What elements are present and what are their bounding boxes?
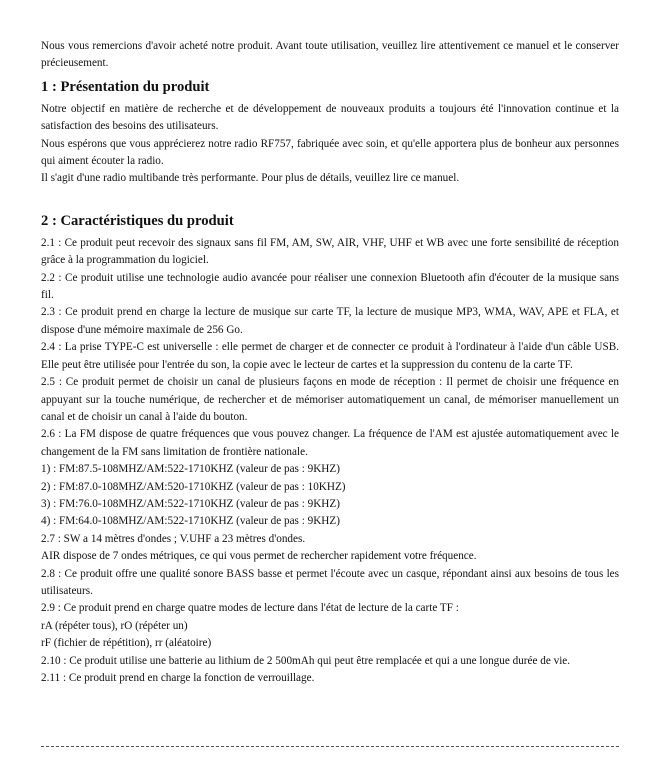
feature-paragraph: 2.2 : Ce produit utilise une technologie audio avancée pour réaliser une connexion Bluetooth afin d'écouter de la musique sans fil. [41, 271, 619, 302]
frequency-band-item: 2) : FM:87.0-108MHZ/AM:520-1710KHZ (valeur de pas : 10KHZ) [41, 480, 346, 493]
section-1-paragraph: Notre objectif en matière de recherche et de développement de nouveaux produits a toujours été l'innovation continue et la satisfaction des besoins des utilisateurs. [41, 102, 619, 133]
page-bottom-rule [41, 746, 619, 747]
feature-paragraph: 2.6 : La FM dispose de quatre fréquences que vous pouvez changer. La fréquence de l'AM est ajustée automatiquement avec le changement de la FM sans limitation de frontière nationale. [41, 428, 619, 458]
section-spacer [41, 188, 619, 202]
feature-paragraph: 2.5 : Ce produit permet de choisir un canal de plusieurs façons en mode de réception : Il permet de choisir une fréquence en appuyant sur la touche numérique, de rechercher et de mémoriser automatiquement un canal, de mémoriser manuellement un canal et de choisir un canal à l'aide du bouton. [41, 376, 619, 423]
section-2-heading: 2 : Caractéristiques du produit [41, 212, 234, 229]
feature-paragraph: 2.9 : Ce produit prend en charge quatre modes de lecture dans l'état de lecture de la carte TF : [41, 602, 459, 615]
manual-page [41, 38, 619, 687]
frequency-band-item: 1) : FM:87.5-108MHZ/AM:522-1710KHZ (valeur de pas : 9KHZ) [41, 463, 340, 476]
playback-mode-item: rF (fichier de répétition), rr (aléatoire) [41, 637, 212, 650]
feature-paragraph: 2.10 : Ce produit utilise une batterie au lithium de 2 500mAh qui peut être remplacée et qui a une longue durée de vie. [41, 654, 571, 667]
playback-mode-item: rA (répéter tous), rO (répéter un) [41, 619, 188, 632]
section-1-heading: 1 : Présentation du produit [41, 78, 210, 95]
feature-paragraph: 2.1 : Ce produit peut recevoir des signaux sans fil FM, AM, SW, AIR, VHF, UHF et WB avec une forte sensibilité de réception grâce à la programmation du logiciel. [41, 236, 619, 267]
section-1-paragraph: Il s'agit d'une radio multibande très performante. Pour plus de détails, veuillez lire ce manuel. [41, 172, 460, 185]
intro-paragraph: Nous vous remercions d'avoir acheté notre produit. Avant toute utilisation, veuillez lire attentivement ce manuel et le conserver précieusement. [41, 40, 619, 70]
feature-paragraph: 2.11 : Ce produit prend en charge la fonction de verrouillage. [41, 672, 315, 684]
feature-paragraph: 2.8 : Ce produit offre une qualité sonore BASS basse et permet l'écoute avec un casque, répondant ainsi aux besoins de tous les utilisateurs. [41, 567, 619, 597]
feature-paragraph: 2.3 : Ce produit prend en charge la lecture de musique sur carte TF, la lecture de musique MP3, WMA, WAV, APE et FLA, et dispose d'une mémoire maximale de 256 Go. [41, 306, 619, 336]
frequency-band-item: 4) : FM:64.0-108MHZ/AM:522-1710KHZ (valeur de pas : 9KHZ) [41, 515, 340, 528]
feature-paragraph: AIR dispose de 7 ondes métriques, ce qui vous permet de rechercher rapidement votre fréquence. [41, 550, 477, 563]
section-1-paragraph: Nous espérons que vous apprécierez notre radio RF757, fabriquée avec soin, et qu'elle apportera plus de bonheur aux personnes qui aiment écouter la radio. [41, 137, 619, 168]
feature-paragraph: 2.4 : La prise TYPE-C est universelle : elle permet de charger et de connecter ce produit à l'ordinateur à l'aide d'un câble USB. Elle peut être utilisée pour l'entrée du son, la copie avec le lecteur de cartes et la suppression du contenu de la carte TF. [41, 341, 619, 371]
frequency-band-item: 3) : FM:76.0-108MHZ/AM:522-1710KHZ (valeur de pas : 9KHZ) [41, 497, 340, 510]
feature-paragraph: 2.7 : SW a 14 mètres d'ondes ; V.UHF a 23 mètres d'ondes. [41, 532, 306, 545]
